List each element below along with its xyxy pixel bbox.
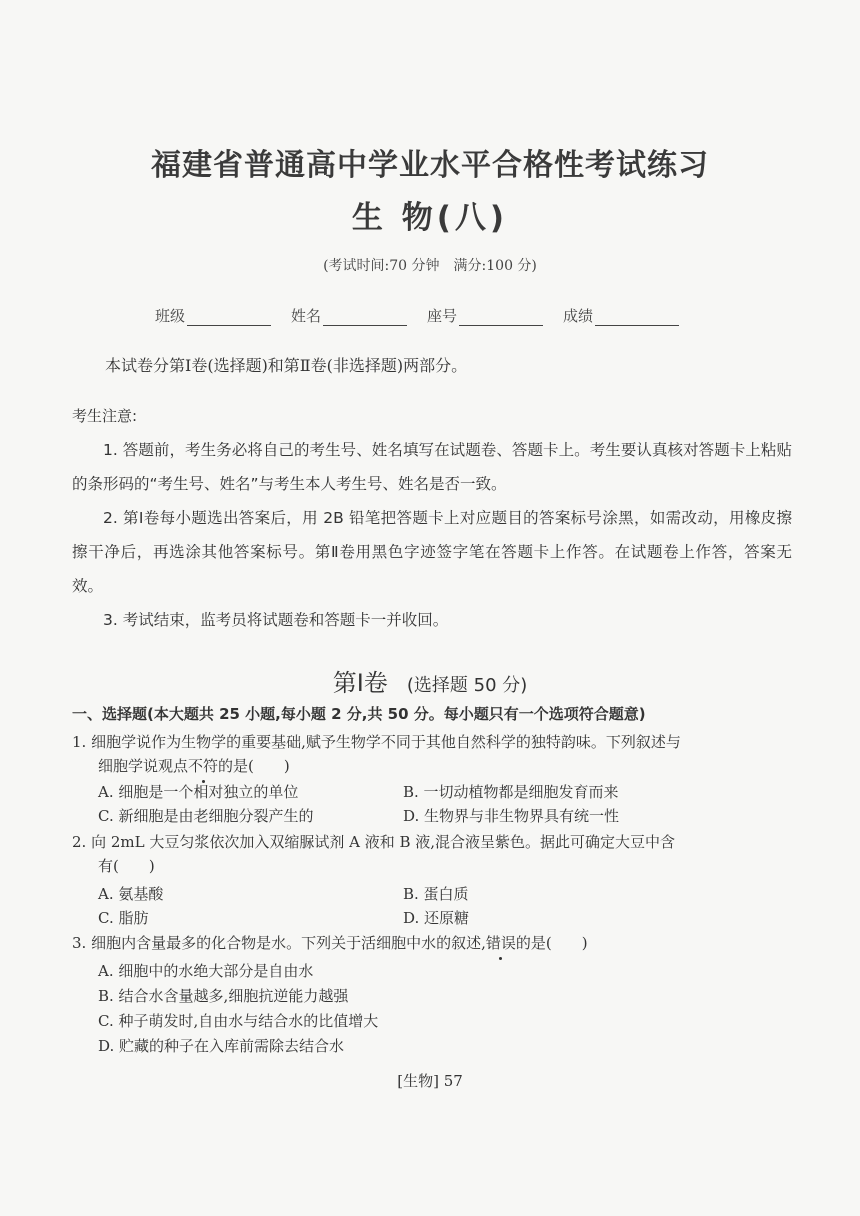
option-d: D. 生物界与非生物界具有统一性	[403, 807, 620, 825]
score-blank	[595, 309, 679, 326]
name-field	[291, 305, 407, 326]
name-label: 姓名	[291, 307, 322, 325]
option-c: C. 新细胞是由老细胞分裂产生的	[98, 807, 314, 825]
answer-paren: 的是( )	[218, 757, 290, 775]
answer-paren: 的是( )	[515, 934, 588, 952]
notice-heading: 考生注意:	[72, 407, 138, 425]
option-b: B. 一切动植物都是细胞发育而来	[403, 783, 619, 801]
option-a: A. 氨基酸	[98, 885, 164, 903]
question-2-line1: 2. 向 2mL 大豆匀浆依次加入双缩脲试剂 A 液和 B 液,混合液呈紫色。据此可确定大豆中含	[72, 833, 676, 851]
question-1-text: 细胞学说观点	[98, 757, 189, 775]
question-1-line1: 1. 细胞学说作为生物学的重要基础,赋予生物学不同于其他自然科学的独特韵味。下列叙述与	[72, 733, 681, 751]
option-b: B. 蛋白质	[403, 885, 469, 903]
section-title-sub: (选择题 50 分)	[406, 675, 528, 696]
question-3-text: 3. 细胞内含量最多的化合物是水。下列关于活细胞中水的叙述,	[72, 934, 486, 952]
name-blank	[323, 309, 407, 326]
page-footer: [生物] 57	[397, 1072, 463, 1090]
emphasis-text: 错误	[486, 931, 516, 955]
option-a: A. 细胞是一个相对独立的单位	[98, 783, 299, 801]
score-label: 成绩	[563, 307, 594, 325]
notice-item: 3. 考试结束，监考员将试题卷和答题卡一并收回。	[103, 611, 449, 629]
section-title-main: 第Ⅰ卷	[332, 669, 388, 697]
option-a: A. 细胞中的水绝大部分是自由水	[98, 962, 314, 980]
option-d: D. 还原糖	[403, 909, 470, 927]
score-field	[563, 305, 679, 326]
class-blank	[187, 309, 271, 326]
class-label: 班级	[155, 307, 186, 325]
intro-text: 本试卷分第Ⅰ卷(选择题)和第Ⅱ卷(非选择题)两部分。	[105, 356, 468, 375]
question-2-stem	[72, 830, 792, 878]
question-1-stem	[72, 730, 792, 778]
notice-item: 2. 第Ⅰ卷每小题选出答案后，用 2B 铅笔把答题卡上对应题目的答案标号涂黑，如需改动，用橡皮擦擦干净后，再选涂其他答案标号。第Ⅱ卷用黑色字迹签字笔在答题卡上作答。在试题卷上作答，答案无效。	[72, 509, 792, 595]
question-2-line2: 有( )	[98, 857, 155, 875]
option-c: C. 种子萌发时,自由水与结合水的比值增大	[98, 1012, 379, 1030]
seat-blank	[459, 309, 543, 326]
option-c: C. 脂肪	[98, 909, 149, 927]
part-heading: 一、选择题(本大题共 25 小题,每小题 2 分,共 50 分。每小题只有一个选项符合题意)	[72, 705, 646, 723]
question-1-line2	[72, 754, 792, 778]
notice-item: 1. 答题前，考生务必将自己的考生号、姓名填写在试题卷、答题卡上。考生要认真核对答题卡上粘贴的条形码的“考生号、姓名”与考生本人考生号、姓名是否一致。	[72, 441, 792, 493]
subject-title: 生 物(八)	[351, 200, 509, 236]
seat-label: 座号	[427, 307, 458, 325]
section-title	[0, 663, 860, 698]
question-3-stem	[72, 931, 792, 955]
seat-field	[427, 305, 543, 326]
exam-meta: (考试时间:70 分钟 满分:100 分)	[323, 258, 537, 274]
emphasis-text: 不符	[188, 754, 218, 778]
exam-title: 福建省普通高中学业水平合格性考试练习	[151, 148, 709, 183]
option-d: D. 贮藏的种子在入库前需除去结合水	[98, 1037, 345, 1055]
option-b: B. 结合水含量越多,细胞抗逆能力越强	[98, 987, 349, 1005]
student-info-fields	[155, 305, 679, 326]
class-field	[155, 305, 271, 326]
